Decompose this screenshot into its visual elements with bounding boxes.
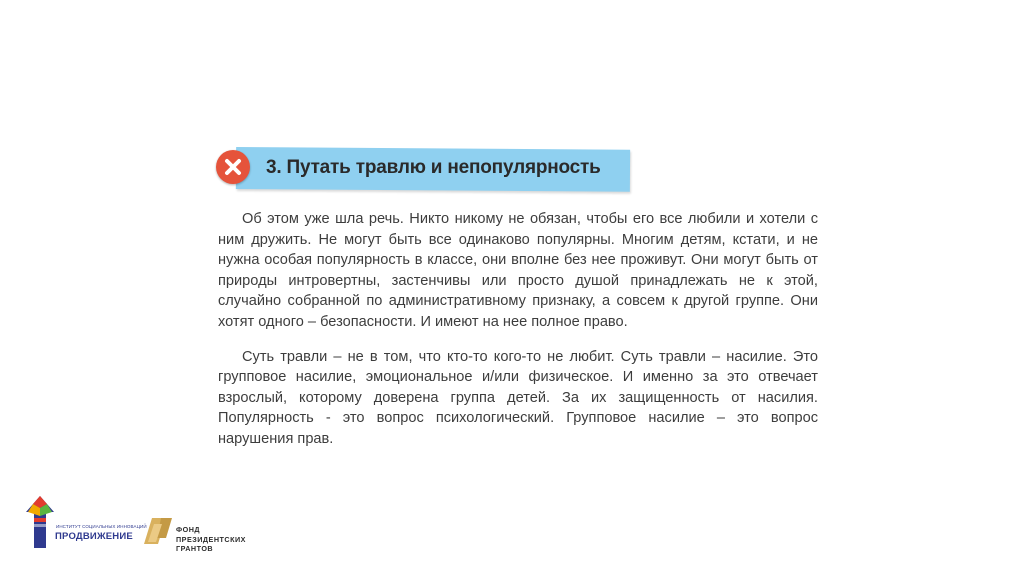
arrow-logo-icon — [24, 494, 56, 550]
paragraph: Об этом уже шла речь. Никто никому не обязан, чтобы его все любили и хотели с ним дружить. Не могут быть все одинаково популярны. Многим детям, кстати, и не нужна особая популярность в классе, они вполне без нее проживут. Они могут быть от природы интровертны, застенчивы или просто душой принадлежать не к этой, случайно собранной по административному признаку, а совсем к другой группе. Они хотят одного – безопасности. И имеют на нее полное право. — [218, 211, 818, 330]
grants-emblem-icon — [144, 516, 174, 546]
section-title: 3. Путать травлю и непопулярность — [266, 157, 601, 178]
close-badge — [216, 150, 250, 184]
paragraph: Суть травли – не в том, что кто-то кого-то не любит. Суть травли – насилие. Это групповое насилие, эмоциональное и/или физическое. И именно за это отвечает взрослый, которому доверена группа детей. За их защищенность от насилия. Популярность - это вопрос психологический. Групповое насилие – это вопрос нарушения прав. — [218, 348, 818, 447]
grants-fund-logo — [144, 514, 274, 558]
institute-name: ПРОДВИЖЕНИЕ — [55, 531, 133, 542]
body-text — [218, 209, 818, 450]
institute-logo — [24, 494, 147, 550]
grants-fund-name: ФОНД ПРЕЗИДЕНТСКИХ ГРАНТОВ — [176, 525, 246, 554]
close-icon — [216, 150, 250, 184]
institute-caption: ИНСТИТУТ СОЦИАЛЬНЫХ ИННОВАЦИЙ — [56, 524, 147, 529]
